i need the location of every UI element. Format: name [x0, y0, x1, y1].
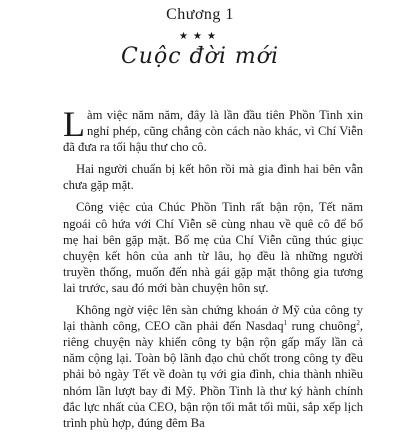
paragraph-4 [63, 302, 363, 431]
chapter-title: Cuộc đời mới [120, 44, 280, 69]
paragraph-3: Công việc của Chúc Phồn Tinh rất bận rộn, Tết năm ngoái cô hứa với Chí Viễn sẽ cùng nhau về quê cô để bố mẹ hai bên gặp mặt. Bố mẹ của Chí Viễn cũng thúc giục chuyện kết hôn của anh từ lâu, họ đều là những người truyền thống, muốn đến nhà gái gặp mặt thông gia tương lai trước, sau đó mới bàn chuyện hôn sự. [63, 200, 363, 295]
paragraph-1 [63, 104, 363, 155]
paragraph-1-text: àm việc năm năm, đây là lần đầu tiên Phồn Tinh xin nghỉ phép, cũng chẳng còn cách nào khác, vì Chí Viễn đã đưa ra tối hậu thư cho cô. [63, 108, 363, 155]
footnote-marker-1: 1 [283, 318, 288, 327]
drop-cap: L [63, 104, 85, 144]
paragraph-2: Hai người chuẩn bị kết hôn rồi mà gia đình hai bên vẫn chưa gặp mặt. [63, 162, 363, 193]
paragraph-4-text-c: , riêng chuyện này khiến công ty bận rộn gấp mấy lần cả năm cộng lại. Toàn bộ lãnh đạo chủ chốt trong công ty đều phải bỏ ngày Tết về đoàn tụ với gia đình, chia thành nhiều nhóm lần lượt bay đi Mỹ. Phồn Tinh là thư ký hành chính đắc lực nhất của CEO, bận rộn tối mắt tối mũi, sắp xếp lịch trình phù hợp, đúng đêm Ba [63, 319, 363, 430]
paragraph-4-text-b: rung chuông [287, 319, 357, 334]
paragraph-4-text-a: Không ngờ việc lên sàn chứng khoán ở Mỹ của công ty lại thành công, CEO cần phải đến Nasdaq [63, 303, 363, 334]
footnote-marker-2: 2 [356, 318, 360, 327]
body-text [63, 104, 363, 437]
chapter-heading: Chương 1 [166, 6, 234, 23]
star-ornament: ★★★ [179, 31, 221, 42]
